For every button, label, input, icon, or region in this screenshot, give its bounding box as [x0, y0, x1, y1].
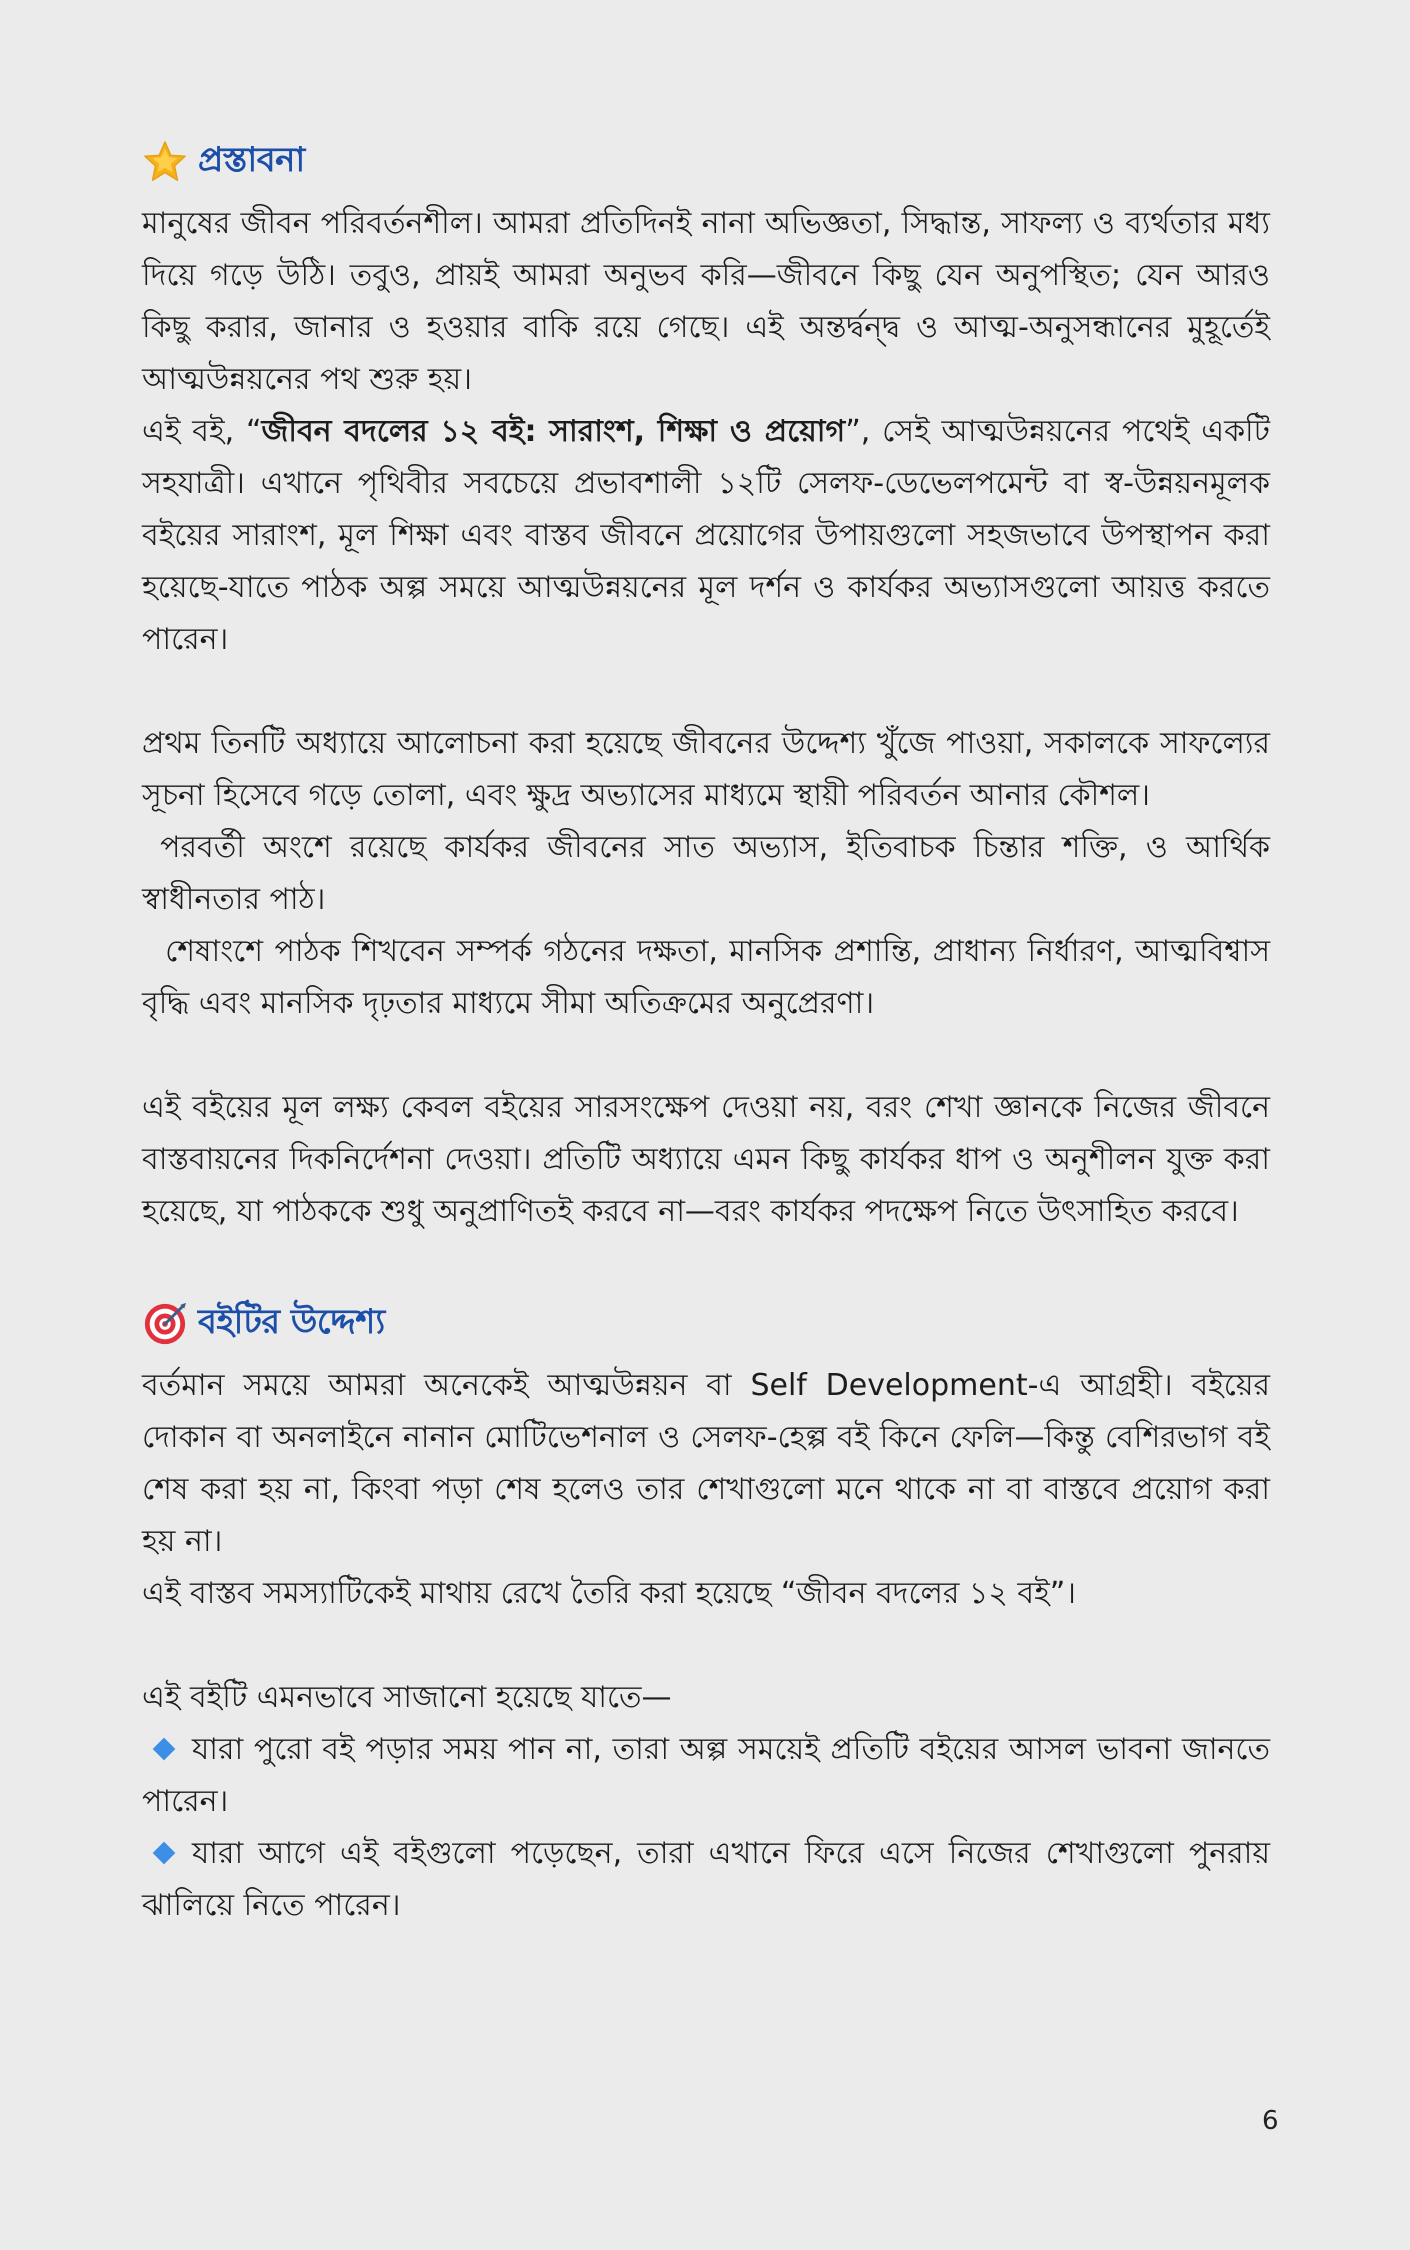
paragraph: মানুষের জীবন পরিবর্তনশীল। আমরা প্রতিদিনই নানা অভিজ্ঞতা, সিদ্ধান্ত, সাফল্য ও ব্যর্থতার মধ্য দিয়ে গড়ে উঠি। তবুও, প্রায়ই আমরা অনুভব করি—জীবনে কিছু যেন অনুপস্থিত; যেন আরও কিছু করার, জানার ও হওয়ার বাকি রয়ে গেছে। এই অন্তর্দ্বন্দ্ব ও আত্ম-অনুসন্ধানের মুহূর্তেই আত্মউন্নয়নের পথ শুরু হয়। — [142, 206, 1270, 397]
bullet-item — [142, 1724, 1270, 1828]
bullet-item — [142, 1828, 1270, 1932]
paragraph: প্রথম তিনটি অধ্যায়ে আলোচনা করা হয়েছে জীবনের উদ্দেশ্য খুঁজে পাওয়া, সকালকে সাফল্যের সূচনা হিসেবে গড়ে তোলা, এবং ক্ষুদ্র অভ্যাসের মাধ্যমে স্থায়ী পরিবর্তন আনার কৌশল। — [142, 726, 1270, 813]
paragraph — [142, 406, 1270, 666]
text-run: এই বই, “ — [142, 414, 262, 449]
section-heading-introduction — [142, 128, 1270, 196]
paragraph: এই বইয়ের মূল লক্ষ্য কেবল বইয়ের সারসংক্ষেপ দেওয়া নয়, বরং শেখা জ্ঞানকে নিজের জীবনে বাস্তবায়নের দিকনির্দেশনা দেওয়া। প্রতিটি অধ্যায়ে এমন কিছু কার্যকর ধাপ ও অনুশীলন যুক্ত করা হয়েছে, যা পাঠককে শুধু অনুপ্রাণিতই করবে না—বরং কার্যকর পদক্ষেপ নিতে উৎসাহিত করবে। — [142, 1090, 1270, 1229]
paragraph: এই বইটি এমনভাবে সাজানো হয়েছে যাতে— — [142, 1680, 672, 1715]
section-title: প্রস্তাবনা — [198, 139, 305, 180]
paragraph: পরবর্তী অংশে রয়েছে কার্যকর জীবনের সাত অভ্যাস, ইতিবাচক চিন্তার শক্তি, ও আর্থিক স্বাধীনতার পাঠ। — [142, 830, 1280, 917]
bullet-text: যারা পুরো বই পড়ার সময় পান না, তারা অল্প সময়েই প্রতিটি বইয়ের আসল ভাবনা জানতে পারেন। — [142, 1732, 1270, 1819]
bullet-text: যারা আগে এই বইগুলো পড়েছেন, তারা এখানে ফিরে এসে নিজের শেখাগুলো পুনরায় ঝালিয়ে নিতে পারেন। — [142, 1836, 1270, 1923]
paragraph: বর্তমান সময়ে আমরা অনেকেই আত্মউন্নয়ন বা Self Development-এ আগ্রহী। বইয়ের দোকান বা অনলাইনে নানান মোটিভেশনাল ও সেলফ-হেল্প বই কিনে ফেলি—কিন্তু বেশিরভাগ বই শেষ করা হয় না, কিংবা পড়া শেষ হলেও তার শেখাগুলো মনে থাকে না বা বাস্তবে প্রয়োগ করা হয় না। — [142, 1368, 1270, 1559]
text-run: ”, সেই আত্মউন্নয়নের পথেই একটি সহযাত্রী। এখানে পৃথিবীর সবচেয়ে প্রভাবশালী ১২টি সেলফ-ডেভেলপমেন্ট বা স্ব-উন্নয়নমূলক বইয়ের সারাংশ, মূল শিক্ষা এবং বাস্তব জীবনে প্রয়োগের উপায়গুলো সহজভাবে উপস্থাপন করা হয়েছে-যাতে পাঠক অল্প সময়ে আত্মউন্নয়নের মূল দর্শন ও কার্যকর অভ্যাসগুলো আয়ত্ত করতে পারেন। — [142, 414, 1270, 657]
diamond-bullet-icon — [153, 1737, 176, 1760]
paragraph: শেষাংশে পাঠক শিখবেন সম্পর্ক গঠনের দক্ষতা, মানসিক প্রশান্তি, প্রাধান্য নির্ধারণ, আত্মবিশ্বাস বৃদ্ধি এবং মানসিক দৃঢ়তার মাধ্যমে সীমা অতিক্রমের অনুপ্রেরণা। — [142, 934, 1280, 1021]
section-title: বইটির উদ্দেশ্য — [198, 1301, 385, 1342]
diamond-bullet-icon — [153, 1841, 176, 1864]
book-title-bold: জীবন বদলের ১২ বই: সারাংশ, শিক্ষা ও প্রয়োগ — [261, 414, 846, 449]
paragraph: এই বাস্তব সমস্যাটিকেই মাথায় রেখে তৈরি করা হয়েছে “জীবন বদলের ১২ বই”। — [142, 1576, 1076, 1611]
page-number: 6 — [1262, 2106, 1279, 2136]
section-heading-purpose — [142, 1290, 1270, 1358]
document-page — [142, 128, 1280, 1932]
star-icon — [142, 139, 188, 185]
target-icon — [142, 1301, 188, 1347]
